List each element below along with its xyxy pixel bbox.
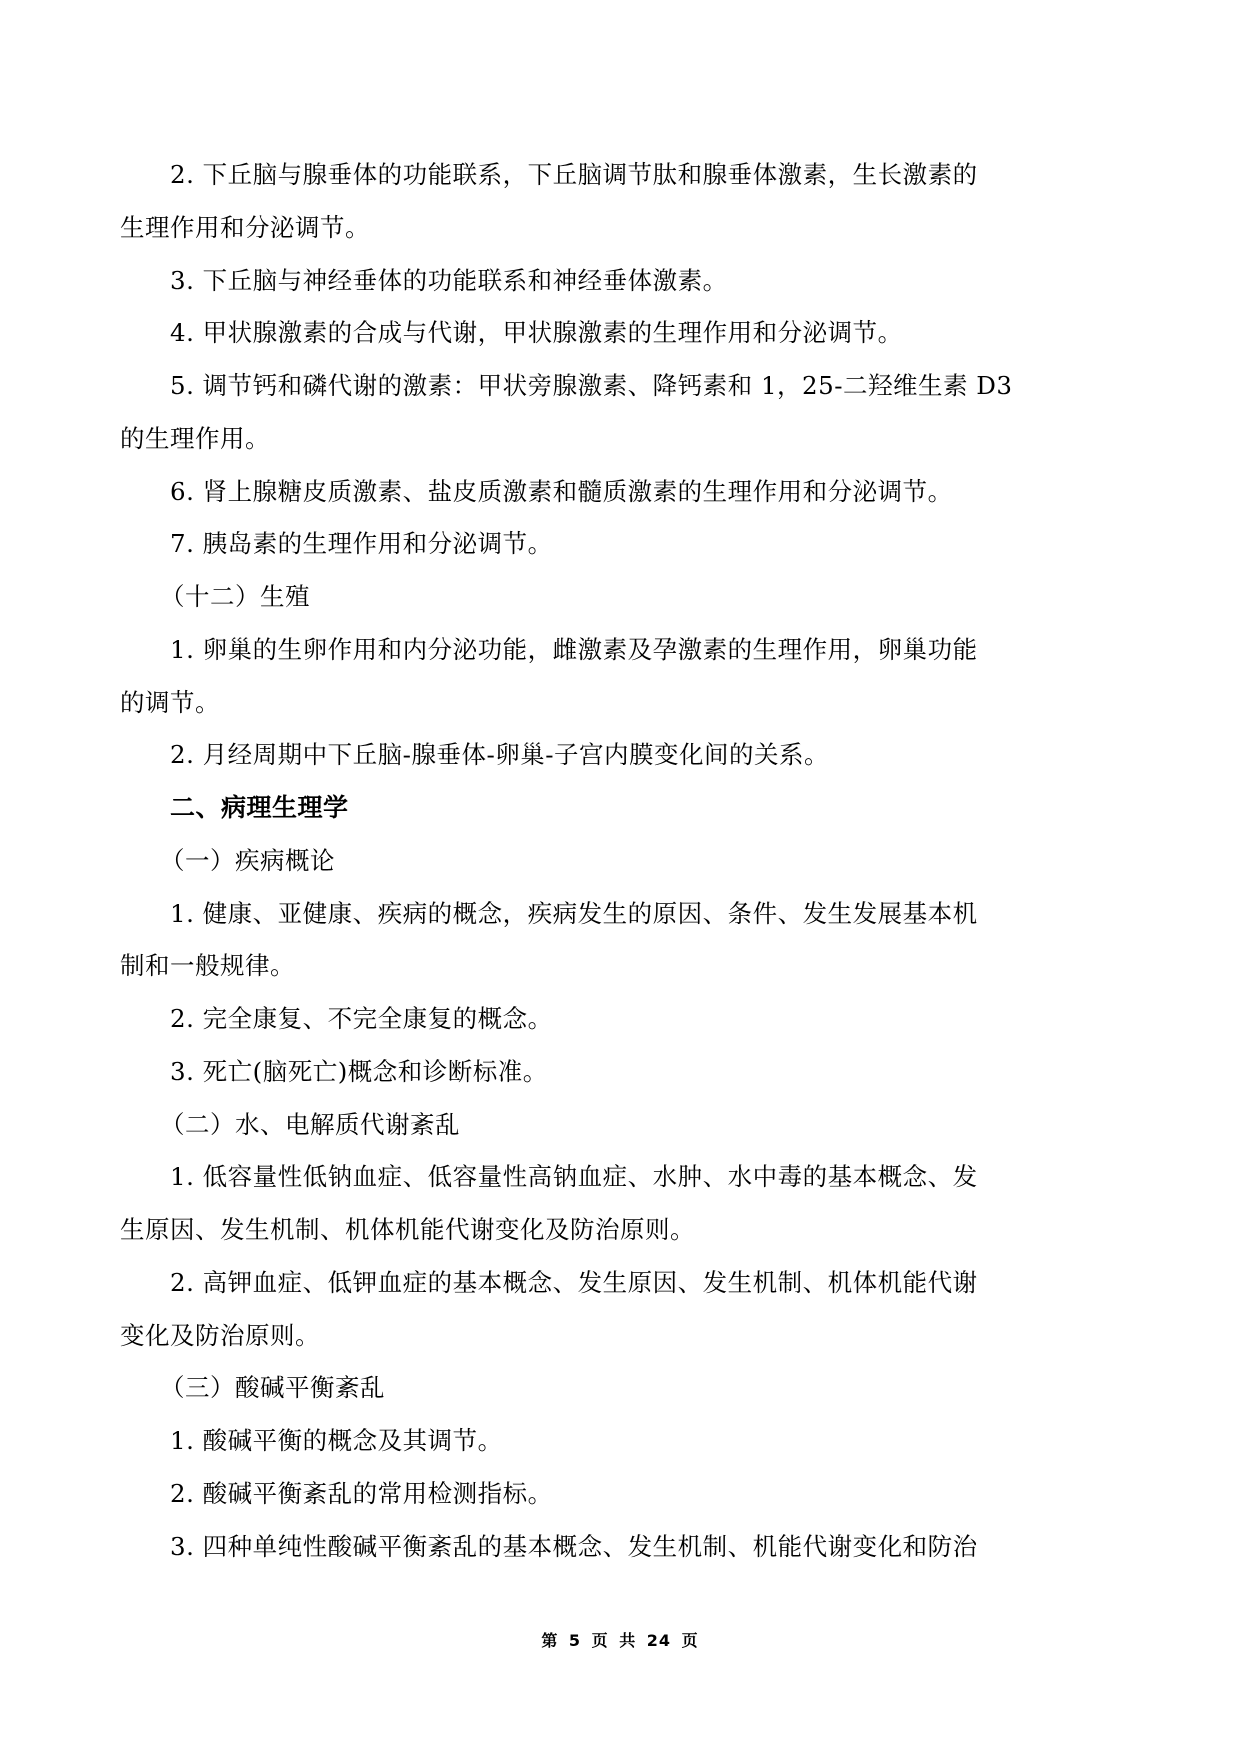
continuation-line: 生理作用和分泌调节。: [120, 212, 370, 242]
list-item-line: 3. 死亡(脑死亡)概念和诊断标准。: [170, 1056, 548, 1086]
continuation-line: 的调节。: [120, 687, 220, 717]
list-item-line: 3. 下丘脑与神经垂体的功能联系和神经垂体激素。: [170, 265, 728, 295]
page-body: [120, 149, 1120, 1573]
list-item-line: 2. 高钾血症、低钾血症的基本概念、发生原因、发生机制、机体机能代谢: [170, 1267, 978, 1297]
page-number-footer: 第 5 页 共 24 页: [541, 1631, 699, 1650]
list-item-line: 7. 胰岛素的生理作用和分泌调节。: [170, 529, 553, 559]
subsection-title: （十二）生殖: [160, 582, 310, 611]
list-item-line: 1. 酸碱平衡的概念及其调节。: [170, 1426, 503, 1455]
list-item-line: 3. 四种单纯性酸碱平衡紊乱的基本概念、发生机制、机能代谢变化和防治: [170, 1531, 978, 1561]
continuation-line: 制和一般规律。: [120, 951, 295, 981]
list-item-line: 1. 低容量性低钠血症、低容量性高钠血症、水肿、水中毒的基本概念、发: [170, 1162, 978, 1192]
list-item-line: 1. 健康、亚健康、疾病的概念，疾病发生的原因、条件、发生发展基本机: [170, 898, 978, 928]
list-item-line: 2. 酸碱平衡紊乱的常用检测指标。: [170, 1478, 553, 1508]
continuation-line: 生原因、发生机制、机体机能代谢变化及防治原则。: [120, 1215, 695, 1244]
list-item-line: 1. 卵巢的生卵作用和内分泌功能，雌激素及孕激素的生理作用，卵巢功能: [170, 634, 978, 664]
section-heading: 二、病理生理学: [170, 793, 349, 822]
list-item-line: 4. 甲状腺激素的合成与代谢，甲状腺激素的生理作用和分泌调节。: [170, 318, 903, 348]
continuation-line: 变化及防治原则。: [120, 1320, 320, 1350]
list-item-line: 2. 完全康复、不完全康复的概念。: [170, 1004, 553, 1033]
subsection-title: （三）酸碱平衡紊乱: [160, 1373, 385, 1403]
list-item-line: 2. 月经周期中下丘脑-腺垂体-卵巢-子宫内膜变化间的关系。: [170, 740, 829, 770]
list-item-line: 6. 肾上腺糖皮质激素、盐皮质激素和髓质激素的生理作用和分泌调节。: [170, 476, 953, 506]
continuation-line: 的生理作用。: [120, 423, 270, 453]
list-item-line: 5. 调节钙和磷代谢的激素：甲状旁腺激素、降钙素和 1，25-二羟维生素 D3: [170, 371, 1013, 400]
subsection-title: （一）疾病概论: [160, 845, 335, 875]
list-item-line: 2. 下丘脑与腺垂体的功能联系，下丘脑调节肽和腺垂体激素，生长激素的: [170, 160, 978, 189]
subsection-title: （二）水、电解质代谢紊乱: [160, 1109, 460, 1139]
